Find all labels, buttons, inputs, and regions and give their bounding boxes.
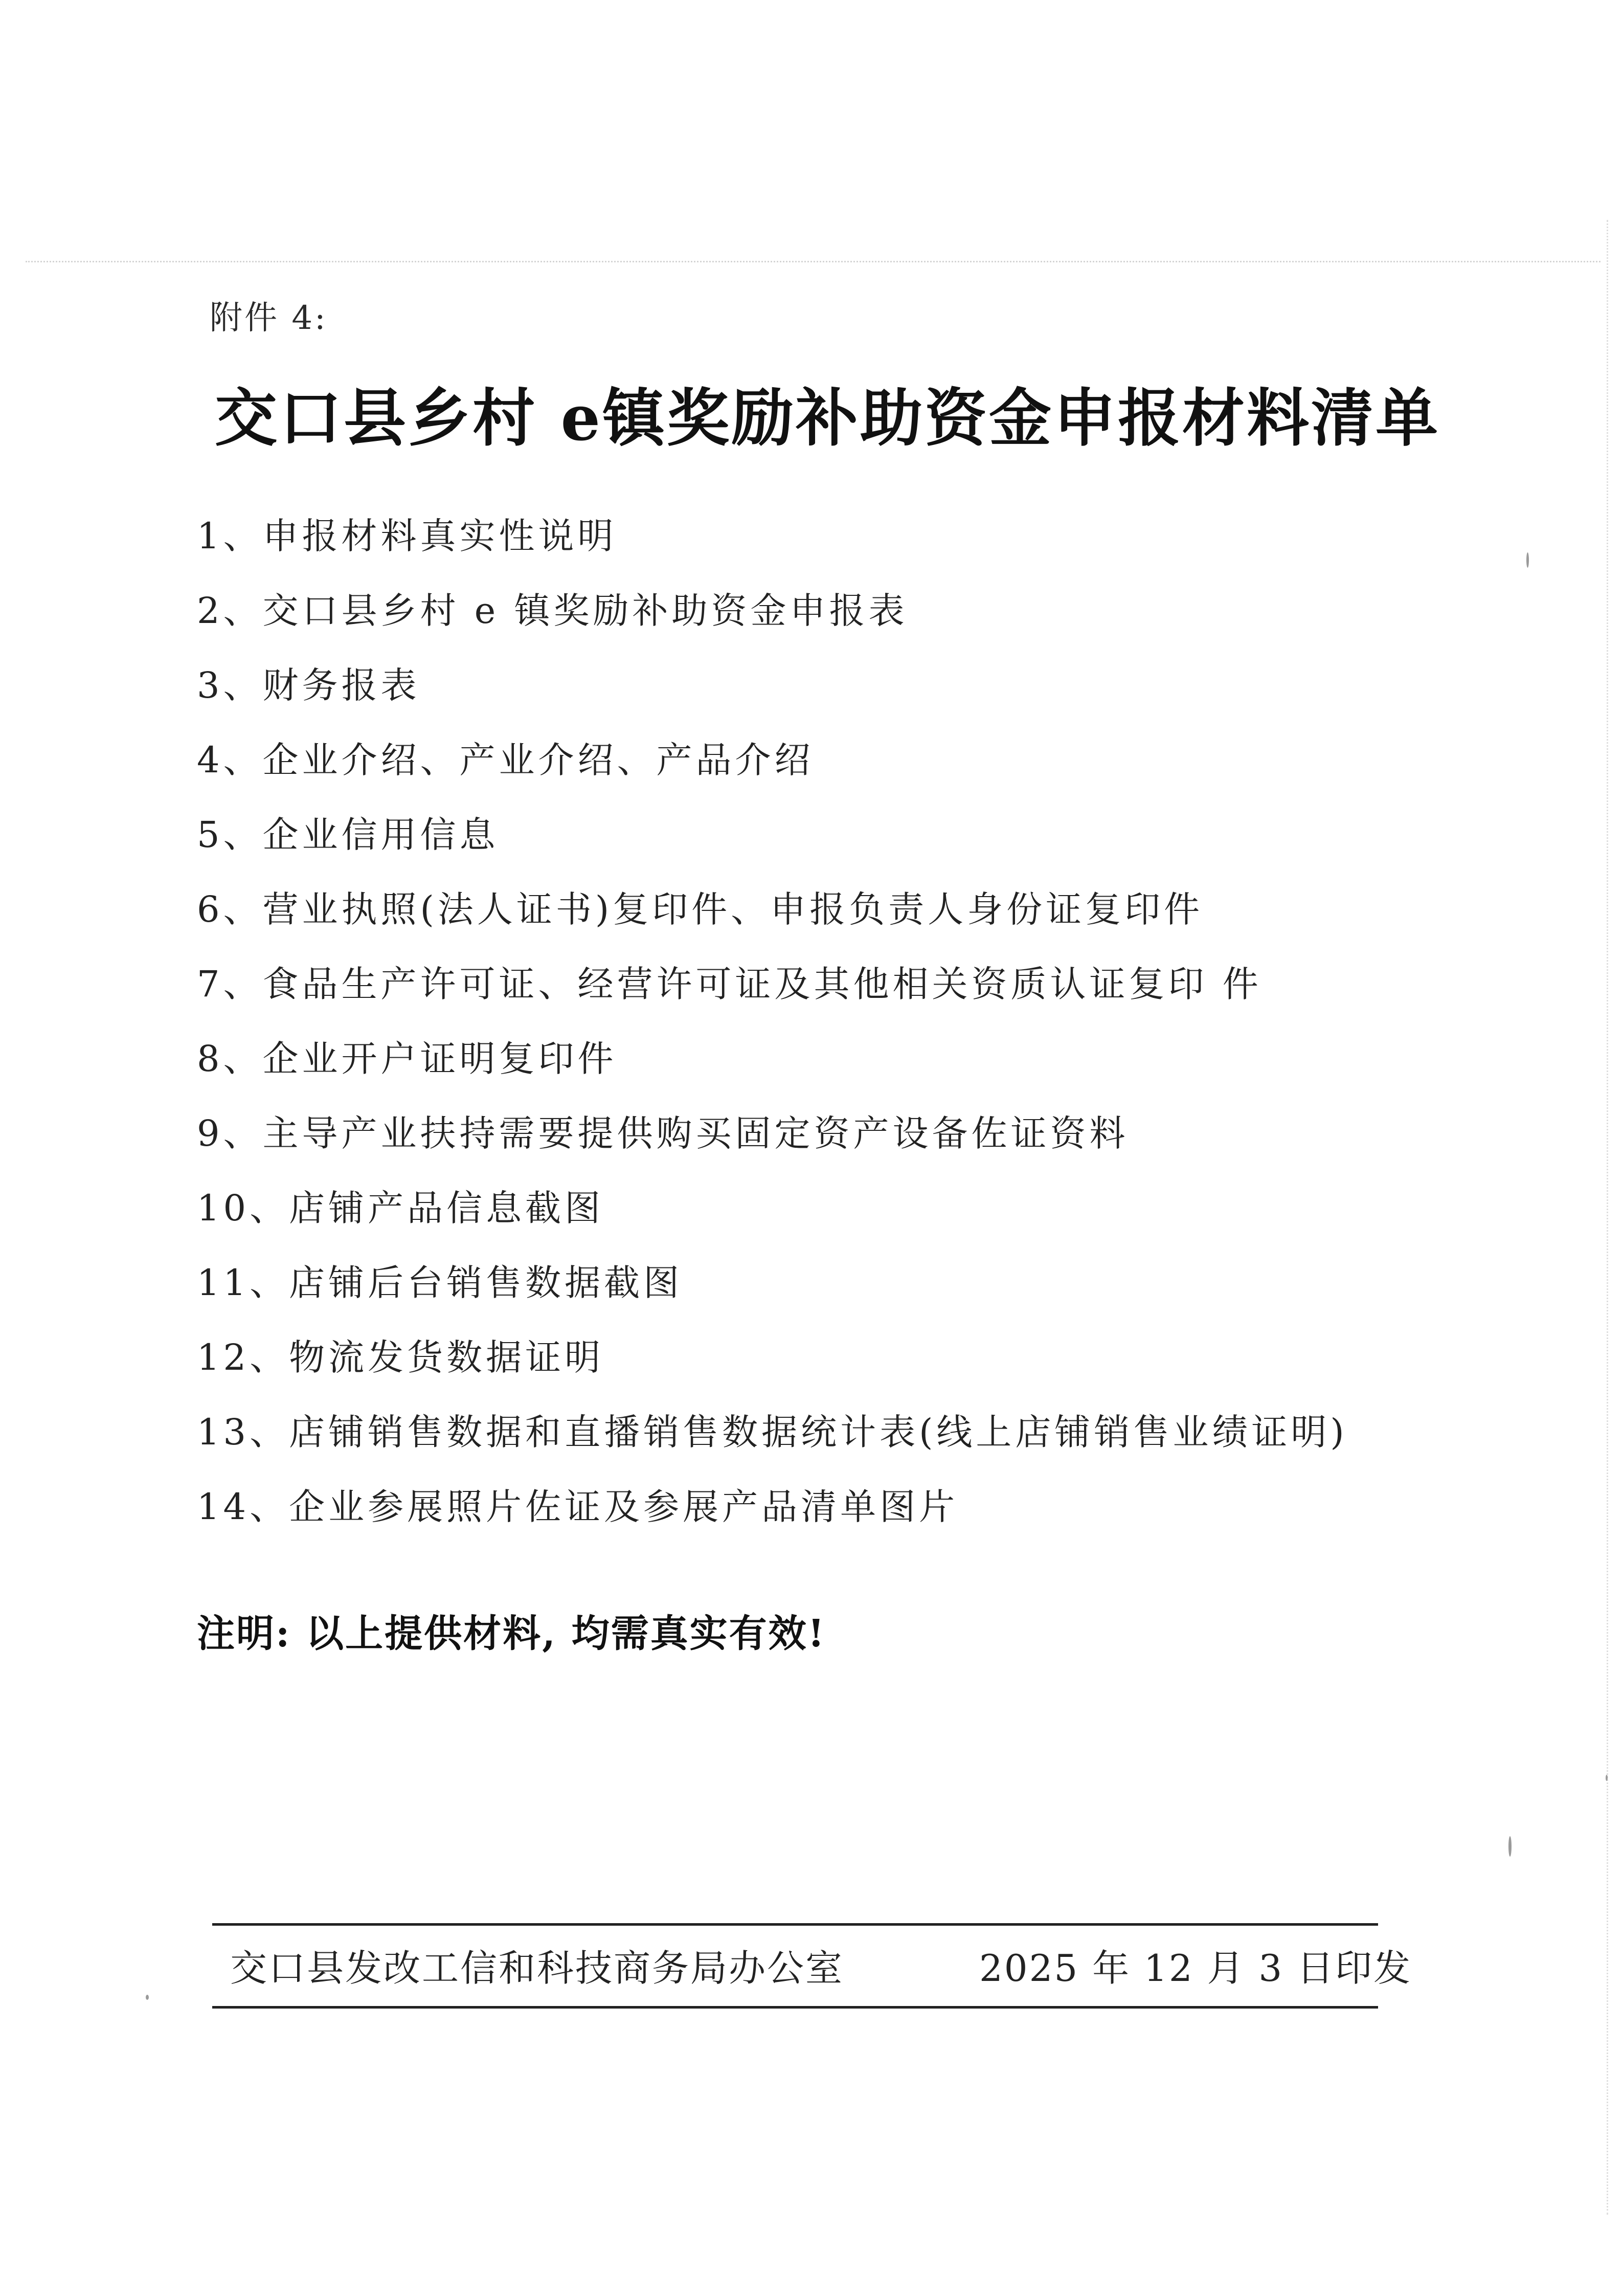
- list-item: 13、店铺销售数据和直播销售数据统计表(线上店铺销售业绩证明): [197, 1411, 1348, 1453]
- list-item: 2、交口县乡村 e 镇奖励补助资金申报表: [197, 590, 908, 632]
- list-item: 10、店铺产品信息截图: [197, 1187, 604, 1229]
- attachment-label: 附件 4:: [210, 299, 328, 337]
- list-item: 9、主导产业扶持需要提供购买固定资产设备佐证资料: [197, 1112, 1129, 1154]
- footer-divider: [212, 2006, 1378, 2009]
- scan-speck: [1508, 1836, 1512, 1857]
- list-item: 1、申报材料真实性说明: [197, 515, 617, 557]
- scan-edge-line: [1607, 220, 1608, 2215]
- list-item: 8、企业开户证明复印件: [197, 1038, 617, 1080]
- list-item: 14、企业参展照片佐证及参展产品清单图片: [197, 1486, 959, 1528]
- list-item: 12、物流发货数据证明: [197, 1336, 604, 1378]
- scan-edge-line: [26, 261, 1601, 262]
- list-item: 7、食品生产许可证、经营许可证及其他相关资质认证复印 件: [197, 963, 1262, 1005]
- list-item: 6、营业执照(法人证书)复印件、申报负责人身份证复印件: [197, 888, 1204, 930]
- scan-speck: [1606, 1775, 1608, 1781]
- list-item: 3、财务报表: [197, 664, 420, 706]
- footer-divider: [212, 1923, 1378, 1926]
- scan-speck: [146, 1995, 149, 2000]
- list-item: 5、企业信用信息: [197, 814, 499, 856]
- footer-issuer: 交口县发改工信和科技商务局办公室: [230, 1947, 844, 1990]
- scan-speck: [1526, 552, 1529, 568]
- footer-date: 2025 年 12 月 3 日印发: [979, 1947, 1412, 1990]
- materials-list: [197, 499, 1373, 1544]
- note-text: 注明: 以上提供材料, 均需真实有效!: [197, 1612, 826, 1656]
- list-item: 11、店铺后台销售数据截图: [197, 1262, 683, 1304]
- list-item: 4、企业介绍、产业介绍、产品介绍: [197, 739, 814, 781]
- document-title: 交口县乡村 e镇奖励补助资金申报材料清单: [215, 381, 1440, 455]
